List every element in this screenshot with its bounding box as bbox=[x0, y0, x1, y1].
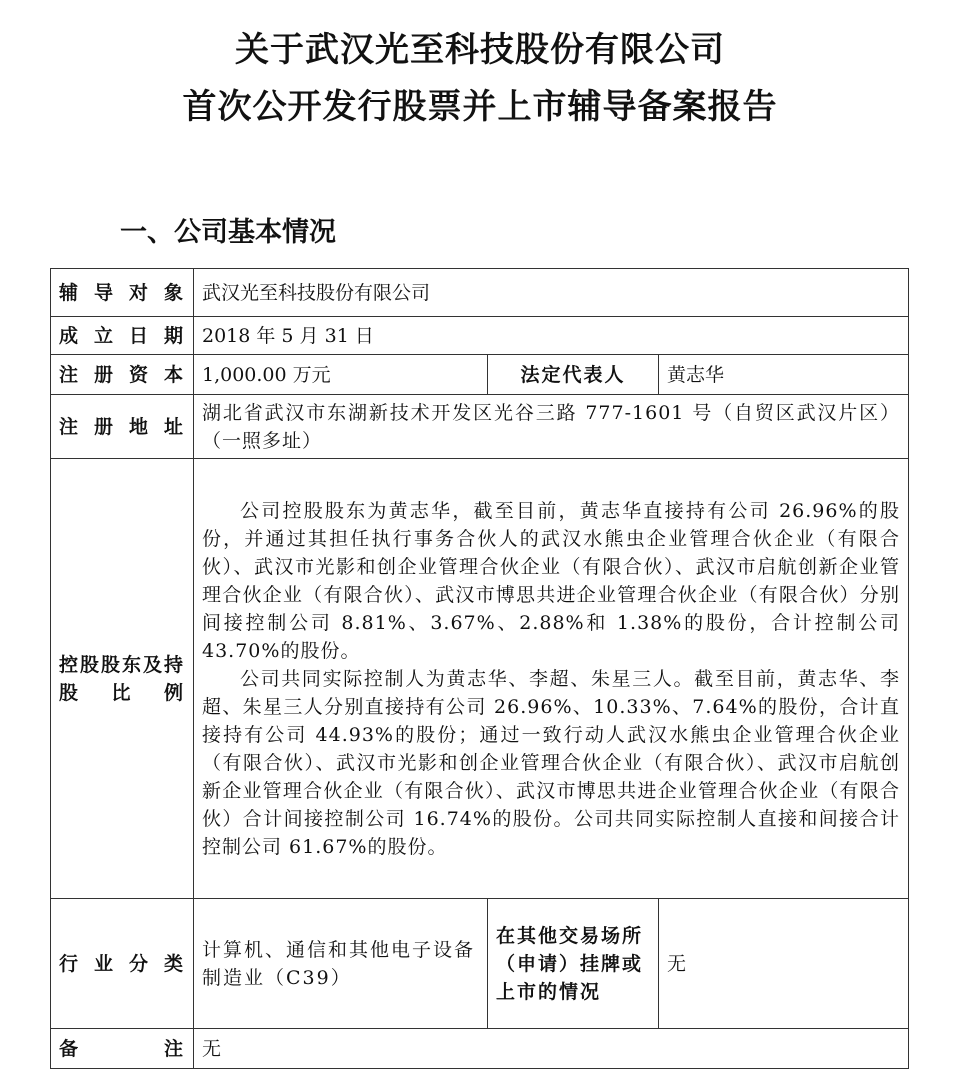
shareholding-paragraph-controlling: 公司控股股东为黄志华，截至目前，黄志华直接持有公司 26.96%的股份，并通过其担任执行事务合伙人的武汉水熊虫企业管理合伙企业（有限合伙）、武汉市光影和创企业管理合伙企业（有限合伙）、武汉市启航创新企业管理合伙企业（有限合伙）、武汉市博思共进企业管理合伙企业（有限合伙）分别间接控制公司 8.81%、3.67%、2.88%和 1.38%的股份，合计控制公司 43.70%的股份。 bbox=[202, 499, 900, 662]
shareholding-label: 控股股东及持股比例 bbox=[51, 459, 194, 899]
remarks-value: 无 bbox=[194, 1029, 909, 1069]
company-info-table bbox=[50, 268, 909, 1069]
row-capital bbox=[51, 355, 909, 395]
remarks-label: 备注 bbox=[51, 1029, 194, 1069]
capital-label: 注册资本 bbox=[51, 355, 194, 395]
established-value: 2018 年 5 月 31 日 bbox=[194, 317, 909, 355]
industry-label: 行业分类 bbox=[51, 899, 194, 1029]
industry-value: 计算机、通信和其他电子设备制造业（C39） bbox=[194, 899, 488, 1029]
legal-rep-label: 法定代表人 bbox=[488, 355, 659, 395]
section-heading: 一、公司基本情况 bbox=[120, 217, 336, 248]
target-label: 辅导对象 bbox=[51, 269, 194, 317]
other-listing-value: 无 bbox=[659, 899, 909, 1029]
legal-rep-value: 黄志华 bbox=[659, 355, 909, 395]
other-listing-label: 在其他交易场所（申请）挂牌或上市的情况 bbox=[488, 899, 659, 1029]
row-industry bbox=[51, 899, 909, 1029]
row-address bbox=[51, 395, 909, 459]
shareholding-content bbox=[194, 459, 909, 899]
document-title-line1: 关于武汉光至科技股份有限公司 bbox=[235, 30, 725, 70]
established-label: 成立日期 bbox=[51, 317, 194, 355]
row-established bbox=[51, 317, 909, 355]
address-value: 湖北省武汉市东湖新技术开发区光谷三路 777-1601 号（自贸区武汉片区）（一照多址） bbox=[194, 395, 909, 459]
row-remarks bbox=[51, 1029, 909, 1069]
target-value: 武汉光至科技股份有限公司 bbox=[194, 269, 909, 317]
row-shareholding bbox=[51, 459, 909, 899]
shareholding-paragraph-actual-controllers: 公司共同实际控制人为黄志华、李超、朱星三人。截至目前，黄志华、李超、朱星三人分别直接持有公司 26.96%、10.33%、7.64%的股份，合计直接持有公司 44.93%的股份；通过一致行动人武汉水熊虫企业管理合伙企业（有限合伙）、武汉市光影和创企业管理合伙企业（有限合伙）、武汉市启航创新企业管理合伙企业（有限合伙）、武汉市博思共进企业管理合伙企业（有限合伙）合计间接控制公司 16.74%的股份。公司共同实际控制人直接和间接合计控制公司 61.67%的股份。 bbox=[202, 667, 900, 858]
row-target bbox=[51, 269, 909, 317]
address-label: 注册地址 bbox=[51, 395, 194, 459]
capital-value: 1,000.00 万元 bbox=[194, 355, 488, 395]
document-title-line2: 首次公开发行股票并上市辅导备案报告 bbox=[182, 87, 778, 127]
